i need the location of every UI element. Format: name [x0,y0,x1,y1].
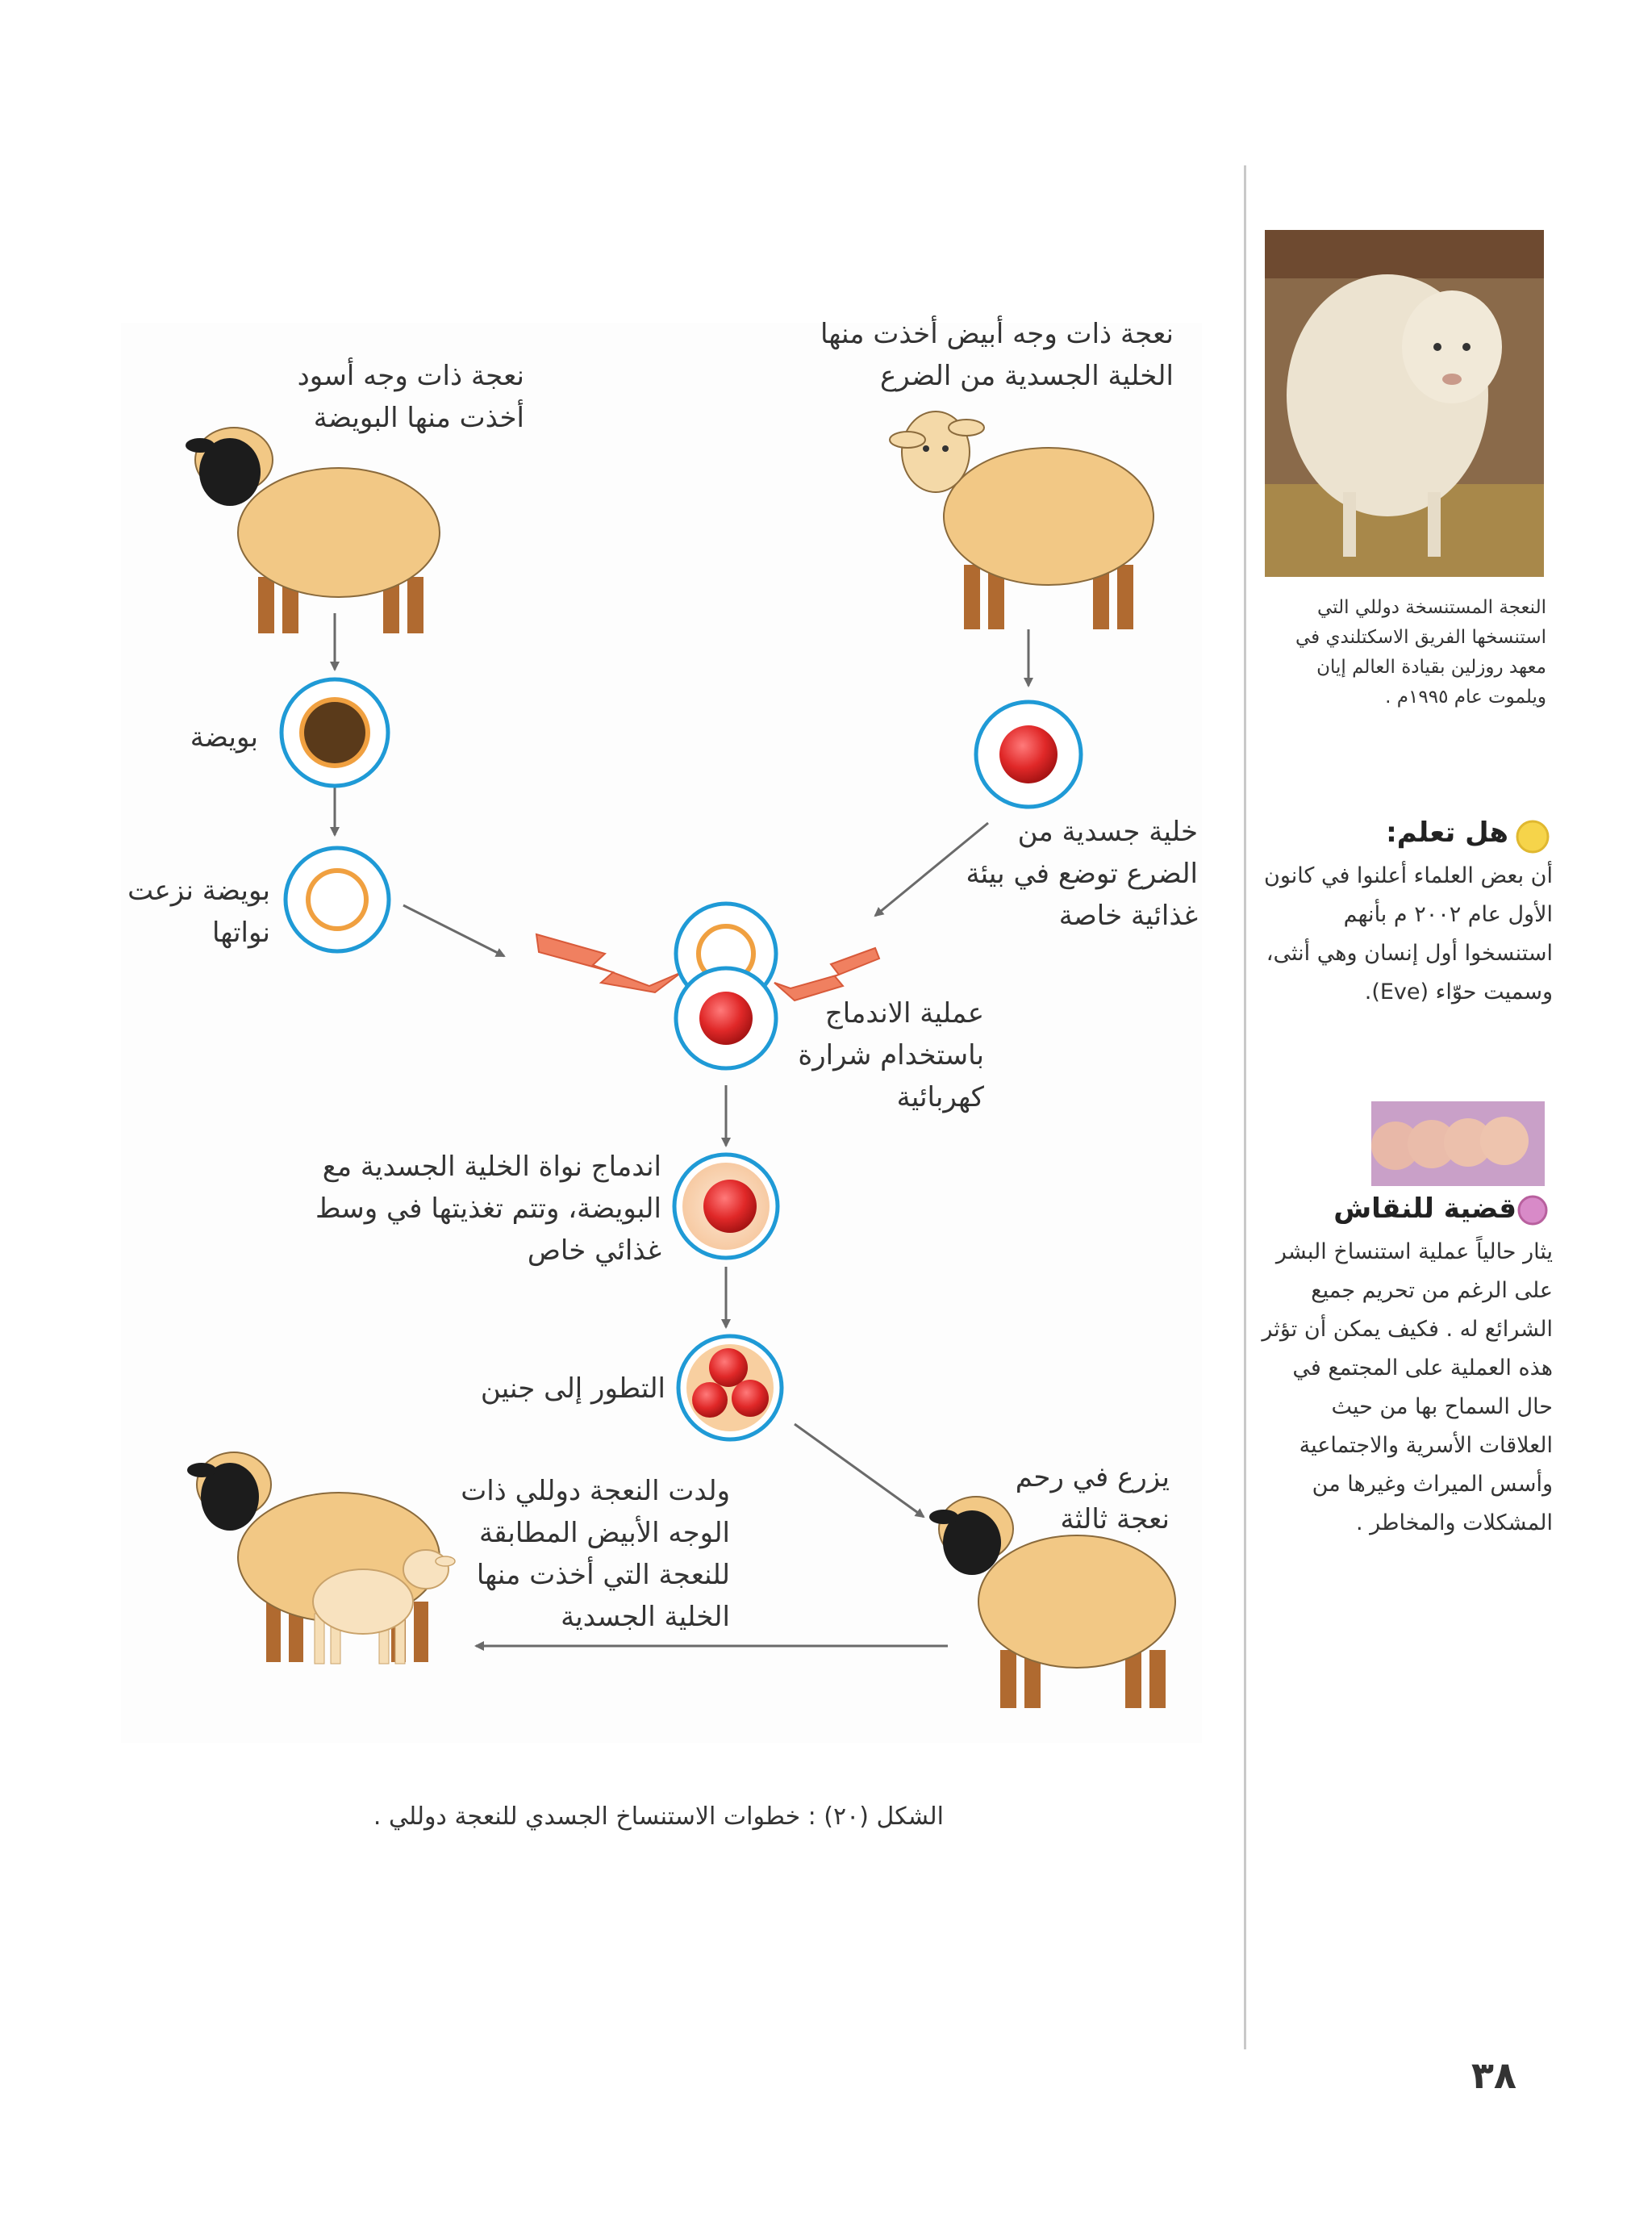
fusion-label: عملية الاندماج باستخدام شرارة كهربائية [798,997,984,1113]
pink-bullet-icon [1519,1197,1546,1224]
enucleated-egg-label: بويضة نزعت نواتها [127,875,270,949]
fusion-cells [676,904,776,1068]
page-number: ٣٨ [1471,2053,1516,2097]
yellow-bullet-icon [1517,821,1548,852]
fused-cell [674,1155,778,1258]
enucleated-egg [286,848,389,951]
black-sheep-label: نعجة ذات وجه أسود أخذت منها البويضة [297,360,524,434]
embryo-label: التطور إلى جنين [480,1372,665,1405]
figure-caption: الشكل (٢٠) : خطوات الاستنساخ الجسدي للنعجة دوللي . [373,1802,944,1831]
did-you-know-title: هل تعلم: [1386,817,1508,849]
dolly-photo [1265,230,1544,577]
discussion-title: قضية للنقاش [1333,1193,1516,1225]
egg-cell [282,679,388,786]
white-sheep-label: نعجة ذات وجه أبيض أخذت منها الخلية الجسدية من الضرع [820,318,1174,392]
did-you-know-text: أن بعض العلماء أعلنوا في كانون الأول عام ٢٠٠٢ م بأنهم استنسخوا أول إنسان وهي أنثى، وسميت حوّاء (Eve). [1263,863,1553,1005]
babies-thumbnail [1371,1101,1545,1186]
discussion-text: يثار حالياً عملية استنساخ البشر على الرغم من تحريم جميع الشرائع له . فكيف يمكن أن تؤثر هذه العملية على المجتمع في حال السماح بها من حيث العلاقات الأسرية والاجتماعية وأسس الميراث وغيرها من المشكلات والمخاطر . [1262,1239,1553,1535]
photo-caption: النعجة المستنسخة دوللي التي استنسخها الفريق الاسكتلندي في معهد روزلين بقيادة العالم إيان ويلموت عام ١٩٩٥م . [1295,597,1546,708]
surrogate-label: يزرع في رحم نعجة ثالثة [1015,1461,1170,1535]
nucleus-fusion-label: اندماج نواة الخلية الجسدية مع البويضة، وتتم تغذيتها في وسط غذائي خاص [315,1151,661,1267]
somatic-cell [976,702,1081,807]
black-faced-sheep [186,428,440,633]
egg-label: بويضة [190,721,258,754]
birth-label: ولدت النعجة دوللي ذات الوجه الأبيض المطابقة للنعجة التي أخذت منها الخلية الجسدية [461,1475,730,1633]
somatic-cell-label: خلية جسدية من الضرع توضع في بيئة غذائية خاصة [966,816,1198,932]
embryo-cell [678,1336,782,1439]
mother-and-dolly [187,1452,455,1664]
white-faced-sheep [890,411,1153,629]
